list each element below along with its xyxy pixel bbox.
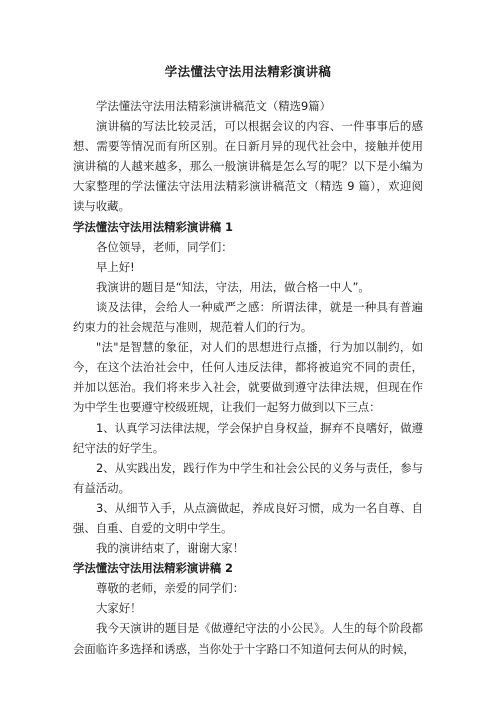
paragraph: 谈及法律，会给人一种威严之感：所谓法律，就是一种具有普遍约束力的社会规范与准则，规范着人们的行为。 [73,299,423,335]
paragraph: 我演讲的题目是“知法，守法，用法，做合格一中人”。 [96,279,370,294]
paragraph: 我的演讲结束了，谢谢大家！ [96,541,245,556]
paragraph: 2、从实践出发，践行作为中学生和社会公民的义务与责任，参与有益活动。 [73,460,423,495]
paragraph: 3、从细节入手，从点滴做起，养成良好习惯，成为一名自尊、自强、自重、自爱的文明中学生。 [73,500,423,535]
paragraph: 各位领导，老师，同学们： [96,239,233,254]
paragraph: 1、认真学习法律法规，学会保护自身权益，摒弃不良嗜好，做遵纪守法的好学生。 [73,420,423,455]
paragraph: "法"是智慧的象征，对人们的思想进行点播，行为加以制约，如今，在这个法治社会中，任何人违反法律，都将被追究不同的责任，并加以惩治。我们将来步入社会，就要做到遵守法律法规，但现在作为中学生也要遵守校级班规，让我们一起努力做到以下三点： [73,340,423,415]
paragraph: 学法懂法守法用法精彩演讲稿范文（精选9篇） [96,99,332,113]
document-title: 学法懂法守法用法精彩演讲稿 [164,64,332,79]
document-body [73,96,423,659]
section-heading: 学法懂法守法用法精彩演讲稿 2 [73,561,233,576]
paragraph: 演讲稿的写法比较灵活，可以根据会议的内容、一件事事后的感想、需要等情况而有所区别。在日新月异的现代社会中，接触并使用演讲稿的人越来越多，那么一般演讲稿是怎么写的呢？以下是小编为大家整理的学法懂法守法用法精彩演讲稿范文（精选 9 篇），欢迎阅读与收藏。 [73,119,423,214]
paragraph: 大家好！ [96,601,142,616]
paragraph: 尊敬的老师，亲爱的同学们： [96,581,245,596]
section-heading: 学法懂法守法用法精彩演讲稿 1 [73,219,233,234]
paragraph: 早上好! [96,259,135,274]
paragraph: 我今天演讲的题目是《做遵纪守法的小公民》。人生的每个阶段都会面临许多选择和诱惑，当你处于十字路口不知道何去何从的时候， [73,621,423,656]
